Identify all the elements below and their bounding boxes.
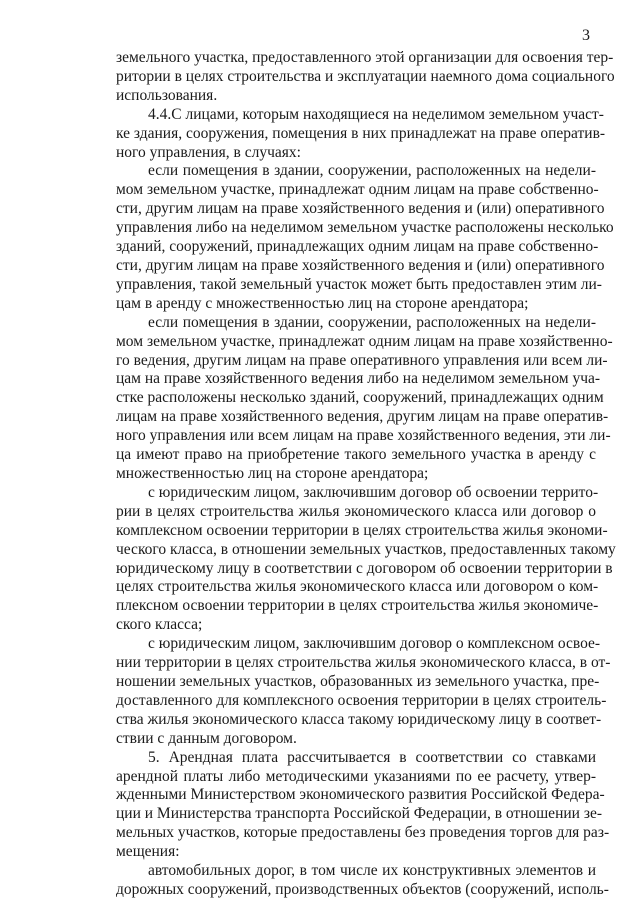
paragraph-first-line: если помещения в здании, сооружении, расположенных на недели- <box>148 314 596 331</box>
text-line: цам в аренду с множественностью лиц на стороне арендатора; <box>116 295 529 312</box>
text-line: ческого класса, в отношении земельных участков, предоставленных такому <box>116 541 616 558</box>
text-line: го ведения, другим лицам на праве оперативного управления или всем ли- <box>116 352 608 369</box>
text-line: ного управления, в случаях: <box>116 144 301 161</box>
text-line: сти, другим лицам на праве хозяйственного ведения и (или) оперативного <box>116 200 605 217</box>
text-line: мещения: <box>116 843 180 860</box>
text-line: мельных участков, которые предоставлены без проведения торгов для раз- <box>116 824 610 841</box>
paragraph-first-line: 4.4.С лицами, которым находящиеся на неделимом земельном участ- <box>148 106 604 123</box>
text-line: ции и Министерства транспорта Российской Федерации, в отношении зе- <box>116 805 602 822</box>
text-line: нии территории в целях строительства жилья экономического класса, в от- <box>116 654 611 671</box>
text-line: ке здания, сооружения, помещения в них принадлежат на праве оператив- <box>116 125 606 142</box>
text-line: ца имеют право на приобретение такого земельного участка в аренду с <box>116 446 596 463</box>
text-line: мом земельном участке, принадлежат одним лицам на праве собственно- <box>116 181 599 198</box>
text-line: лицам на праве хозяйственного ведения, другим лицам на праве оператив- <box>116 408 609 425</box>
paragraph-first-line: с юридическим лицом, заключившим договор о комплексном освое- <box>148 635 601 652</box>
text-line: управления либо на неделимом земельном участке расположены несколько <box>116 219 614 236</box>
paragraph-first-line: 5. Арендная плата рассчитывается в соответствии со ставками <box>148 749 596 766</box>
paragraph-first-line: автомобильных дорог, в том числе их конструктивных элементов и <box>148 862 596 879</box>
page-number: 3 <box>582 27 590 44</box>
text-line: зданий, сооружений, принадлежащих одним лицам на праве собственно- <box>116 238 599 255</box>
text-line: управления, такой земельный участок может быть предоставлен этим ли- <box>116 276 602 293</box>
text-line: ношении земельных участков, образованных из земельного участка, пре- <box>116 673 600 690</box>
text-line: ствии с данным договором. <box>116 730 297 747</box>
text-line: рии в целях строительства жилья экономического класса или договор о <box>116 503 596 520</box>
text-line: жденными Министерством экономического развития Российской Федера- <box>116 786 605 803</box>
text-line: ритории в целях строительства и эксплуатации наемного дома социального <box>116 68 615 85</box>
text-line: доставленного для комплексного освоения территории в целях строитель- <box>116 692 607 709</box>
text-line: ства жилья экономического класса такому юридическому лицу в соответ- <box>116 711 602 728</box>
paragraph-first-line: если помещения в здании, сооружении, расположенных на недели- <box>148 162 596 179</box>
text-line: цам на праве хозяйственного ведения либо на неделимом земельном уча- <box>116 370 601 387</box>
text-line: плексном освоении территории в целях строительства жилья экономиче- <box>116 597 599 614</box>
text-line: комплексном освоении территории в целях строительства жилья экономи- <box>116 522 608 539</box>
text-line: сти, другим лицам на праве хозяйственного ведения и (или) оперативного <box>116 257 605 274</box>
text-line: арендной платы либо методическими указаниями по ее расчету, утвер- <box>116 768 596 785</box>
text-line: мом земельном участке, принадлежат одним лицам на праве хозяйственно- <box>116 333 613 350</box>
text-line: целях строительства жилья экономического класса или договором о ком- <box>116 578 599 595</box>
text-line: стке расположены несколько зданий, сооружений, принадлежащих одним <box>116 389 604 406</box>
text-line: ского класса; <box>116 616 203 633</box>
text-line: юридическому лицу в соответствии с договором об освоении территории в <box>116 560 613 577</box>
text-line: использования. <box>116 87 218 104</box>
text-line: земельного участка, предоставленного этой организации для освоения тер- <box>116 49 614 66</box>
paragraph-first-line: с юридическим лицом, заключившим договор об освоении террито- <box>148 484 599 501</box>
text-line: множественностью лиц на стороне арендатора; <box>116 465 429 482</box>
text-line: дорожных сооружений, производственных объектов (сооружений, исполь- <box>116 881 609 898</box>
text-line: ного управления или всем лицам на праве хозяйственного ведения, эти ли- <box>116 427 611 444</box>
